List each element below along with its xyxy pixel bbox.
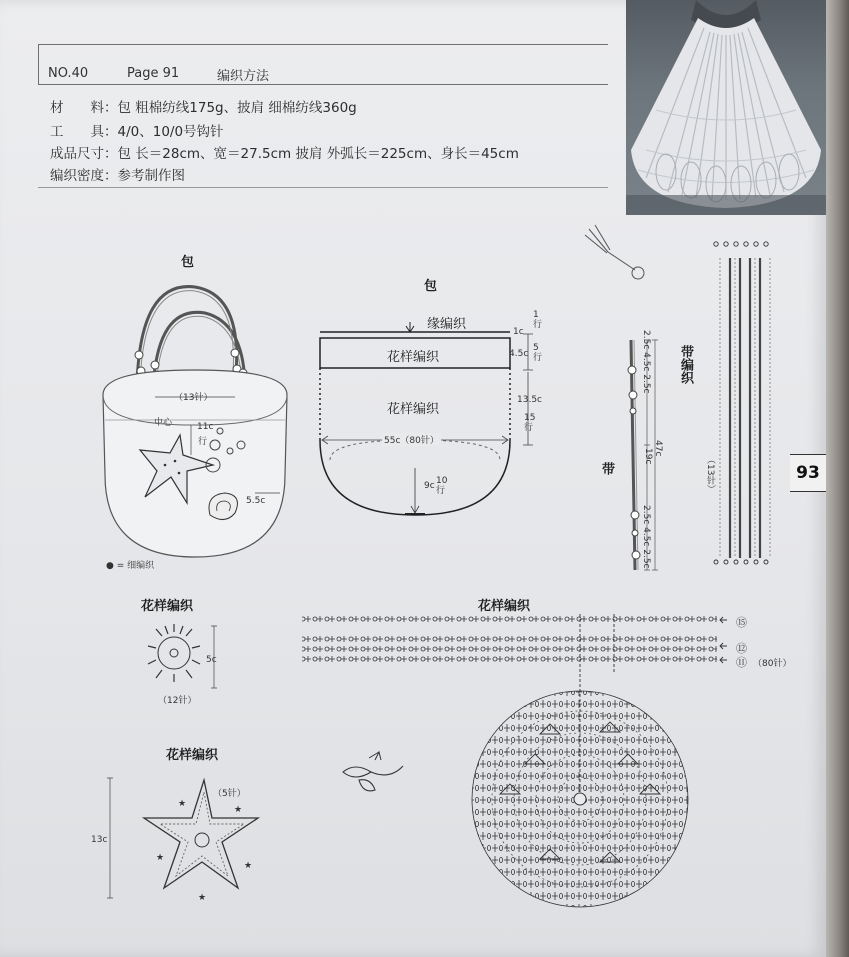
row-11-marker: ⑪ [736, 656, 747, 669]
header-top-rule [38, 44, 608, 45]
header-bottom-rule [38, 84, 608, 85]
strap-stitch-chart [708, 238, 776, 568]
row-12-marker: ⑫ [736, 642, 747, 655]
flower-stitches: （12针） [158, 696, 197, 706]
pattern-stitch-count: （80针） [753, 659, 792, 669]
bag-center-label: 中心 [154, 418, 173, 428]
bag-stitch-count: （13针） [174, 393, 213, 403]
dim-13-5c: 13.5c [517, 395, 542, 405]
size-label: 成品尺寸： [50, 146, 118, 162]
pattern-top-label: 花样编织 [387, 350, 440, 365]
strap-chart-stitches: （13针） [705, 455, 715, 494]
pattern-number: NO.40 [48, 66, 89, 81]
dim-rows-15: 15行 [524, 413, 536, 433]
bag-width-label: 55c（80针） [382, 433, 441, 446]
svg-text:★: ★ [178, 799, 187, 809]
bag-legend: ● = 细编织 [106, 561, 155, 571]
header-left-rule [38, 44, 39, 84]
density-value: 参考制作图 [117, 168, 185, 184]
pattern-mid-label: 花样编织 [387, 402, 440, 417]
bag-width-5-5c: 5.5c [246, 496, 266, 506]
strap-dim-47c: 47c [653, 440, 663, 457]
size-value: 包 长＝28cm、宽＝27.5cm 披肩 外弧长＝225cm、身长＝45cm [117, 146, 519, 162]
dim-1c: 1c [513, 327, 524, 337]
strap-dim-19c: 19c [643, 448, 653, 465]
tools-row [50, 120, 224, 140]
cape-photo [626, 0, 826, 215]
leaf-motif [335, 750, 415, 800]
bag-rows-label: 行 [198, 437, 208, 447]
materials-row [50, 96, 357, 116]
svg-text:★: ★ [244, 861, 253, 871]
size-row [50, 142, 519, 162]
bag-depth-rows: 10行 [436, 476, 448, 496]
strap-dim-top: 2.5c 4.5c 2.5c [641, 330, 651, 394]
bag-depth-label: 9c [424, 481, 435, 491]
tools-label: 工 具： [50, 124, 118, 140]
tools-value: 4/0、10/0号钩针 [117, 124, 224, 140]
source-page: Page 91 [127, 66, 180, 81]
star-title: 花样编织 [166, 748, 219, 763]
svg-text:★: ★ [234, 805, 243, 815]
dim-4-5c: 4.5c [509, 349, 529, 359]
strap-chart-title: 带编织 [678, 345, 693, 384]
cape-photo-drawing [626, 0, 826, 215]
svg-text:★: ★ [198, 893, 207, 903]
strap-drawing [575, 215, 665, 575]
row-15-marker: ⑮ [736, 616, 747, 629]
edge-knit-label: 缘编织 [427, 317, 467, 332]
flower-title: 花样编织 [141, 599, 194, 614]
materials-bottom-rule [38, 187, 608, 188]
method-heading: 编织方法 [217, 69, 270, 84]
strap-dim-bottom: 2.5c 4.5c 2.5c [641, 505, 651, 569]
dim-rows-5: 5行 [533, 343, 543, 363]
bag-illustration [95, 275, 295, 565]
pattern-chart-title: 花样编织 [478, 599, 531, 614]
star-stitches: （5针） [213, 789, 246, 799]
density-label: 编织密度： [50, 168, 118, 184]
bag-height-11c: 11c [197, 422, 214, 432]
density-row [50, 164, 185, 184]
svg-text:★: ★ [156, 853, 165, 863]
strap-title: 带 [599, 462, 614, 475]
materials-value: 包 粗棉纺线175g、披肩 细棉纺线360g [117, 100, 357, 116]
bag-illustration-title: 包 [181, 255, 195, 270]
materials-label: 材 料： [50, 100, 118, 116]
page-edge [826, 0, 849, 957]
star-dim: 13c [91, 835, 108, 845]
dim-rows-1: 1行 [533, 310, 543, 330]
bag-diagram-title: 包 [424, 279, 438, 294]
page-number-tab: 93 [790, 454, 826, 492]
flower-dim: 5c [206, 655, 217, 665]
